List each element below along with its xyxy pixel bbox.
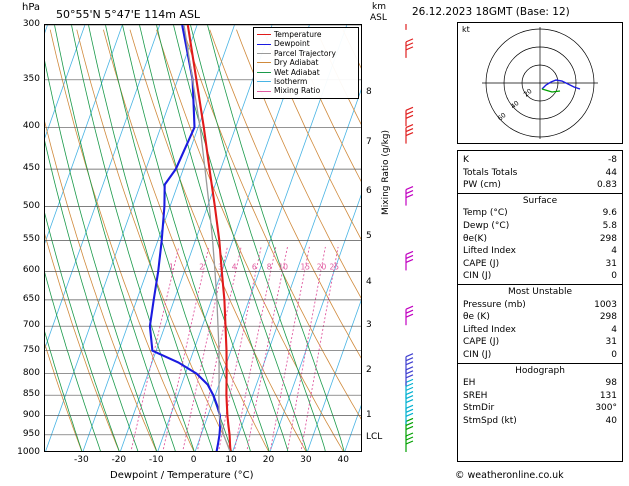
stat-key: SREH [463, 390, 488, 401]
stat-row [458, 390, 622, 403]
svg-text:3: 3 [217, 262, 223, 272]
stat-section-title: Surface [522, 195, 558, 206]
legend-label: Dry Adiabat [274, 58, 319, 68]
temperature-tick: 40 [337, 455, 349, 465]
legend-color-swatch [257, 34, 271, 35]
legend-item [257, 39, 355, 48]
svg-text:1: 1 [168, 262, 174, 272]
stat-value: 1003 [594, 299, 617, 310]
mixing-ratio-axis-label: Mixing Ratio (g/kg) [381, 129, 391, 215]
pressure-tick: 350 [22, 73, 40, 84]
svg-text:15: 15 [300, 262, 311, 272]
pressure-tick: 600 [22, 265, 40, 276]
stat-row [458, 167, 622, 180]
stat-row [458, 233, 622, 246]
chart-legend [253, 27, 359, 99]
stat-row [458, 377, 622, 390]
stat-row [458, 220, 622, 233]
legend-label: Wet Adiabat [274, 67, 320, 77]
legend-color-swatch [257, 91, 271, 92]
svg-text:25: 25 [329, 262, 340, 272]
svg-text:40: 40 [509, 99, 521, 111]
stat-value: 98 [605, 378, 617, 389]
run-datetime: 26.12.2023 18GMT (Base: 12) [412, 6, 570, 18]
height-tick: 6 [366, 186, 372, 197]
legend-label: Mixing Ratio [274, 86, 321, 96]
legend-item [257, 86, 355, 95]
divider [458, 363, 622, 364]
station-title: 50°55'N 5°47'E 114m ASL [56, 8, 201, 21]
svg-text:4: 4 [231, 262, 237, 272]
stat-key: Lifted Index [463, 324, 516, 335]
stat-key: PW (cm) [463, 180, 501, 191]
legend-item [257, 49, 355, 58]
pressure-tick: 900 [22, 409, 40, 420]
height-axis-unit: km [372, 2, 386, 12]
temperature-tick: -10 [148, 455, 164, 465]
stat-key: θe (K) [463, 312, 490, 323]
stat-row [458, 270, 622, 283]
stat-row [458, 179, 622, 192]
height-tick: 2 [366, 365, 372, 376]
hodograph-svg [458, 23, 622, 143]
legend-color-swatch [257, 62, 271, 63]
stat-row [458, 258, 622, 271]
pressure-tick: 950 [22, 428, 40, 439]
stat-row [458, 415, 622, 428]
x-axis-label: Dewpoint / Temperature (°C) [110, 470, 254, 481]
pressure-tick: 750 [22, 344, 40, 355]
stat-value: 31 [605, 337, 617, 348]
statistics-panel [457, 150, 623, 462]
legend-color-swatch [257, 44, 271, 45]
svg-text:20: 20 [522, 87, 534, 99]
stat-key: Totals Totals [463, 167, 518, 178]
svg-text:6: 6 [251, 262, 257, 272]
stat-value: 0 [611, 349, 617, 360]
height-tick: 7 [366, 136, 372, 147]
divider [458, 193, 622, 194]
stat-key: StmDir [463, 403, 495, 414]
legend-color-swatch [257, 72, 271, 73]
pressure-axis-unit: hPa [22, 2, 41, 13]
legend-label: Dewpoint [274, 39, 310, 49]
pressure-tick: 850 [22, 389, 40, 400]
stat-value: -8 [608, 155, 617, 165]
height-axis-asl: ASL [370, 13, 387, 23]
stat-value: 4 [611, 324, 617, 335]
stat-value: 31 [605, 258, 617, 269]
stat-value: 298 [599, 312, 617, 323]
temperature-tick: -30 [74, 455, 89, 465]
temperature-tick: 0 [190, 455, 197, 465]
lcl-label: LCL [366, 432, 383, 442]
stat-key: Temp (°C) [463, 208, 508, 219]
height-tick: 1 [366, 409, 372, 420]
divider [458, 284, 622, 285]
stat-key: CAPE (J) [463, 258, 500, 269]
pressure-tick: 500 [22, 200, 40, 211]
svg-text:8: 8 [266, 262, 272, 272]
pressure-tick: 1000 [17, 447, 40, 457]
stat-key: Pressure (mb) [463, 299, 526, 310]
stat-key: CAPE (J) [463, 337, 500, 348]
legend-color-swatch [257, 81, 271, 82]
pressure-tick: 800 [22, 367, 40, 378]
legend-label: Temperature [274, 30, 322, 39]
stat-section-title: Hodograph [515, 365, 565, 376]
temperature-tick: -20 [111, 455, 127, 465]
svg-text:2: 2 [199, 262, 205, 272]
stat-value: 0.83 [596, 180, 617, 191]
stat-key: EH [463, 378, 476, 389]
info-panel [408, 0, 629, 486]
stat-key: Lifted Index [463, 246, 516, 257]
stat-row [458, 349, 622, 362]
stat-value: 4 [611, 246, 617, 257]
legend-item [257, 58, 355, 67]
svg-text:20: 20 [316, 262, 327, 272]
stat-key: StmSpd (kt) [463, 415, 517, 426]
stat-row [458, 311, 622, 324]
hodograph-unit-label: kt [462, 25, 470, 34]
stat-value: 44 [605, 167, 617, 178]
height-tick: 5 [366, 231, 372, 242]
stat-row [458, 336, 622, 349]
stat-key: Dewp (°C) [463, 220, 510, 231]
stat-value: 300° [595, 403, 617, 414]
stat-section-title: Most Unstable [507, 286, 573, 297]
stat-key: CIN (J) [463, 349, 492, 360]
height-tick: 4 [366, 277, 372, 288]
legend-item [257, 77, 355, 86]
stat-value: 131 [599, 390, 617, 401]
stat-row [458, 245, 622, 258]
legend-label: Parcel Trajectory [274, 48, 336, 58]
stat-row [458, 154, 622, 167]
stat-value: 9.6 [602, 208, 617, 219]
stat-value: 298 [599, 233, 617, 244]
stat-row [458, 402, 622, 415]
height-tick: 8 [366, 86, 372, 97]
temperature-tick: 30 [300, 455, 312, 465]
stat-key: θe(K) [463, 233, 487, 244]
stat-row [458, 299, 622, 312]
legend-label: Isotherm [274, 76, 308, 86]
stat-value: 40 [605, 415, 617, 426]
stat-key: CIN (J) [463, 271, 492, 282]
pressure-tick: 650 [22, 293, 40, 304]
hodograph-panel [457, 22, 623, 144]
pressure-tick: 550 [22, 234, 40, 245]
copyright-credit: © weatheronline.co.uk [455, 470, 564, 481]
temperature-tick: 20 [262, 455, 275, 465]
svg-text:10: 10 [278, 262, 289, 272]
legend-item [257, 30, 355, 39]
stat-value: 5.8 [602, 220, 617, 231]
temperature-tick: 10 [225, 455, 237, 465]
legend-item [257, 68, 355, 77]
pressure-tick: 700 [22, 320, 40, 331]
svg-text:60: 60 [496, 111, 508, 123]
stat-row [458, 207, 622, 220]
pressure-tick: 450 [22, 163, 40, 174]
height-tick: 3 [366, 320, 372, 331]
legend-color-swatch [257, 53, 271, 54]
pressure-tick: 400 [22, 121, 40, 132]
stat-key: K [463, 155, 469, 165]
stat-value: 0 [611, 271, 617, 282]
stat-row [458, 324, 622, 337]
pressure-tick: 300 [22, 19, 40, 29]
